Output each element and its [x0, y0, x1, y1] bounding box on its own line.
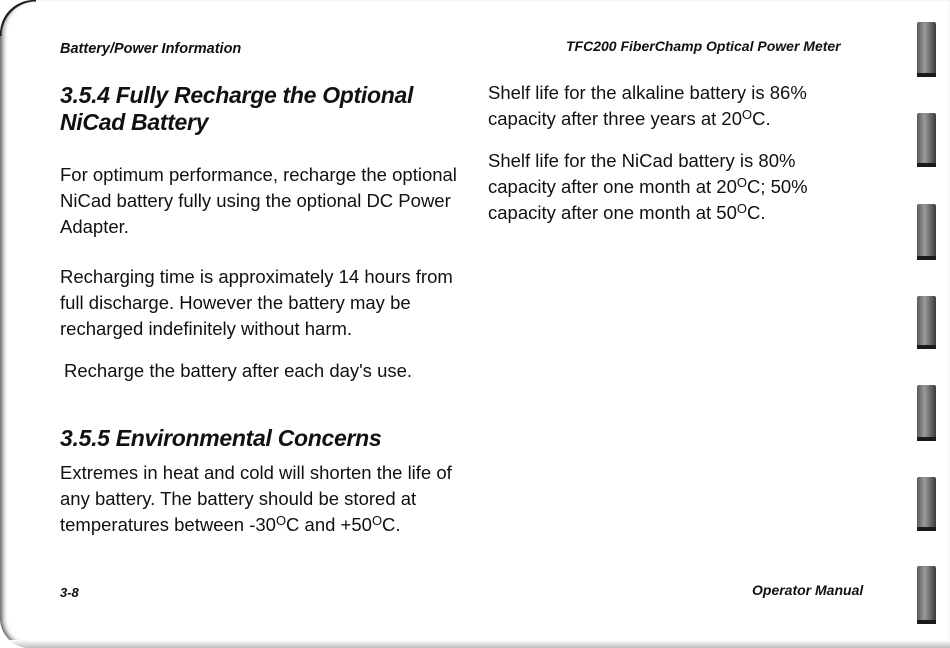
paragraph-alkaline-shelf-life — [488, 80, 868, 132]
index-tab — [917, 566, 936, 624]
heading-environmental-concerns: 3.5.5 Environmental Concerns — [60, 425, 382, 451]
degree-symbol: O — [742, 107, 753, 122]
heading-line-1: 3.5.4 Fully Recharge the Optional — [60, 82, 414, 108]
index-tab — [917, 296, 936, 349]
header-section-title: Battery/Power Information — [60, 41, 242, 57]
paragraph-optimum-performance: For optimum performance, recharge the optional NiCad battery fully using the optional DC Power Adapter. — [60, 164, 457, 237]
paragraph-recharge-daily: Recharge the battery after each day's use. — [64, 360, 413, 381]
index-tab — [917, 477, 936, 531]
nicad-text-2: C; 50% capacity after one month at 50 — [488, 176, 808, 223]
index-tab — [917, 22, 936, 77]
heading-line-2: NiCad Battery — [60, 109, 209, 135]
right-column — [488, 80, 868, 226]
alkaline-text-2: C. — [752, 108, 771, 129]
degree-symbol: O — [371, 513, 383, 528]
paragraph-nicad-shelf-life — [488, 148, 868, 226]
degree-symbol: O — [275, 513, 287, 528]
heading-recharge-nicad — [60, 82, 460, 136]
page-number: 3-8 — [60, 585, 79, 600]
nicad-text-1: Shelf life for the NiCad battery is 80% capacity after one month at 20 — [488, 150, 796, 197]
page-bottom-edge — [0, 640, 950, 648]
index-tab — [917, 113, 936, 167]
degree-symbol: O — [736, 201, 747, 216]
index-tab — [917, 204, 936, 260]
paragraph-recharging-time: Recharging time is approximately 14 hours from full discharge. However the battery may be recharged indefinitely without harm. — [60, 266, 453, 339]
index-tab — [917, 385, 936, 441]
paragraph-environmental — [60, 460, 460, 538]
env-text-2: C and +50 — [286, 514, 372, 535]
left-column — [60, 82, 460, 384]
env-text-3: C. — [382, 514, 401, 535]
nicad-text-3: C. — [746, 202, 766, 223]
footer-manual-title: Operator Manual — [752, 582, 864, 598]
degree-symbol: O — [736, 175, 747, 190]
header-product-title: TFC200 FiberChamp Optical Power Meter — [566, 38, 841, 54]
env-text-1: Extremes in heat and cold will shorten the life of any battery. The battery should be stored at temperatures between -30 — [60, 462, 452, 535]
page-corner-shadow — [0, 0, 36, 36]
alkaline-text-1: Shelf life for the alkaline battery is 86% capacity after three years at 20 — [488, 82, 807, 129]
